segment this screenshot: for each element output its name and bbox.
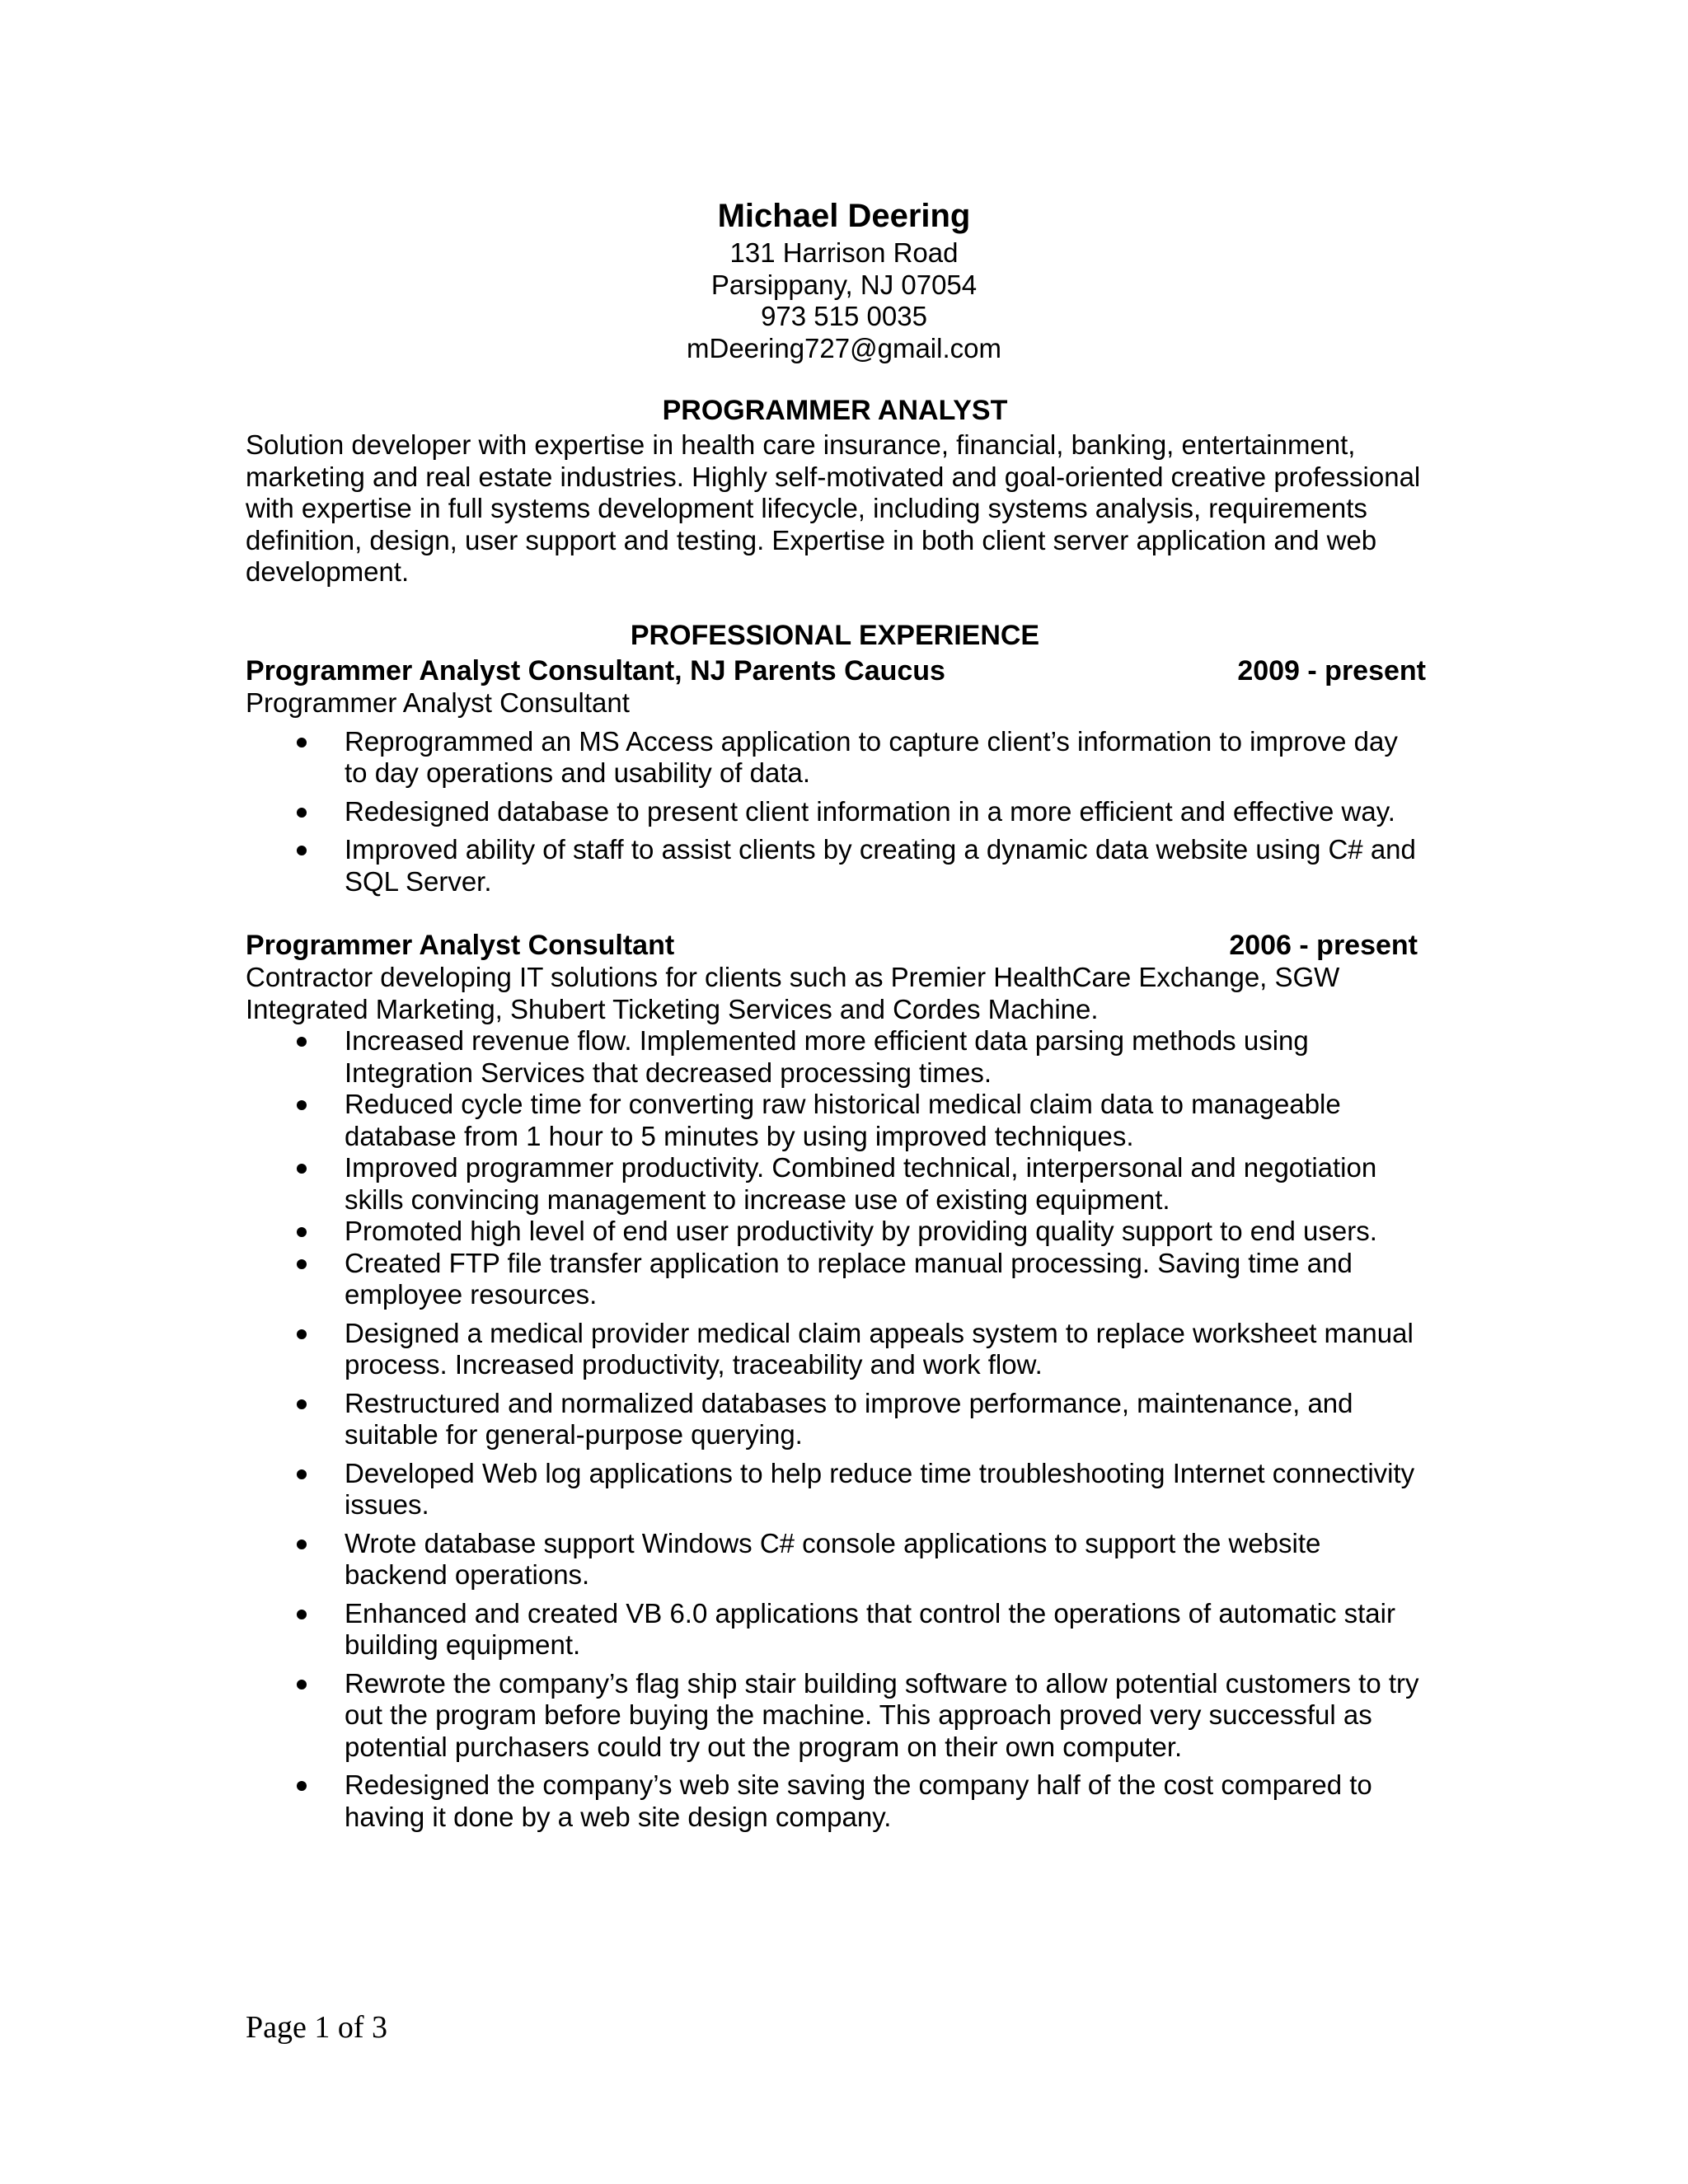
list-item: Rewrote the company’s flag ship stair building software to allow potential customers to try out the program before buying the machine. This approach proved very successful as potential purchasers could try out the program on their own computer. — [246, 1668, 1424, 1764]
objective-title: PROGRAMMER ANALYST — [662, 395, 1008, 426]
job-entry — [246, 654, 1424, 898]
list-item: Redesigned the company’s web site saving the company half of the cost compared to having it done by a web site design company. — [246, 1769, 1424, 1833]
bullet-icon — [297, 1164, 307, 1174]
list-item: Enhanced and created VB 6.0 applications that control the operations of automatic stair building equipment. — [246, 1598, 1424, 1661]
bullet-icon — [297, 846, 307, 855]
bullet-icon — [297, 738, 307, 748]
bullet-icon — [297, 1259, 307, 1269]
address-line-2: Parsippany, NJ 07054 — [710, 269, 978, 300]
job-entry — [246, 929, 1424, 1833]
list-item: Developed Web log applications to help reduce time troubleshooting Internet connectivity issues. — [246, 1458, 1424, 1521]
job-dates: 2009 - present — [1237, 655, 1426, 687]
bullet-icon — [297, 1781, 307, 1791]
objective-summary: Solution developer with expertise in health care insurance, financial, banking, entertainment, marketing and real estate industries. Highly self-motivated and goal-oriented creative professional with expertise in full systems development lifecycle, including systems analysis, requirements definition, design, user support and testing. Expertise in both client server application and web development. — [246, 429, 1421, 587]
experience-title: PROFESSIONAL EXPERIENCE — [630, 620, 1040, 651]
phone-number: 973 515 0035 — [761, 301, 927, 331]
list-item: Improved programmer productivity. Combined technical, interpersonal and negotiation skills convincing management to increase use of existing equipment. — [246, 1152, 1424, 1216]
list-item: Restructured and normalized databases to improve performance, maintenance, and suitable for general-purpose querying. — [246, 1388, 1424, 1451]
bullet-icon — [297, 1469, 307, 1479]
job-dates: 2006 - present — [1229, 930, 1418, 961]
candidate-name: Michael Deering — [717, 198, 971, 234]
job-heading — [246, 654, 1424, 687]
bullet-icon — [297, 1037, 307, 1047]
job-bullet-list — [246, 1025, 1424, 1833]
objective-section — [246, 391, 1424, 588]
list-item: Reprogrammed an MS Access application to capture client’s information to improve day to day operations and usability of data. — [246, 726, 1424, 790]
list-item: Redesigned database to present client information in a more efficient and effective way. — [246, 796, 1424, 828]
job-title: Programmer Analyst Consultant, NJ Parents Caucus — [246, 655, 945, 687]
bullet-icon — [297, 1227, 307, 1237]
job-subtitle: Contractor developing IT solutions for clients such as Premier HealthCare Exchange, SGW Integrated Marketing, Shubert Ticketing Services and Cordes Machine. — [246, 962, 1340, 1024]
bullet-icon — [297, 1540, 307, 1549]
list-item: Increased revenue flow. Implemented more efficient data parsing methods using Integration Services that decreased processing times. — [246, 1025, 1424, 1089]
address-line-1: 131 Harrison Road — [729, 237, 959, 268]
bullet-icon — [297, 1680, 307, 1690]
list-item: Promoted high level of end user productivity by providing quality support to end users. — [246, 1216, 1424, 1248]
job-heading — [246, 929, 1424, 962]
bullet-icon — [297, 1329, 307, 1339]
experience-section — [246, 616, 1424, 1833]
bullet-icon — [297, 1399, 307, 1409]
list-item: Designed a medical provider medical claim appeals system to replace worksheet manual process. Increased productivity, traceability and work flow. — [246, 1318, 1424, 1381]
list-item: Improved ability of staff to assist clients by creating a dynamic data website using C# and SQL Server. — [246, 834, 1424, 898]
list-item: Wrote database support Windows C# console applications to support the website backend operations. — [246, 1528, 1424, 1591]
email-address: mDeering727@gmail.com — [687, 332, 1001, 363]
page-number: Page 1 of 3 — [246, 2010, 388, 2045]
resume-header — [0, 194, 1688, 364]
job-subtitle: Programmer Analyst Consultant — [246, 687, 630, 718]
list-item: Reduced cycle time for converting raw historical medical claim data to manageable database from 1 hour to 5 minutes by using improved techniques. — [246, 1089, 1424, 1152]
list-item: Created FTP file transfer application to replace manual processing. Saving time and employee resources. — [246, 1248, 1424, 1311]
job-bullet-list — [246, 726, 1424, 898]
bullet-icon — [297, 808, 307, 818]
job-title: Programmer Analyst Consultant — [246, 930, 675, 961]
bullet-icon — [297, 1100, 307, 1110]
bullet-icon — [297, 1610, 307, 1619]
